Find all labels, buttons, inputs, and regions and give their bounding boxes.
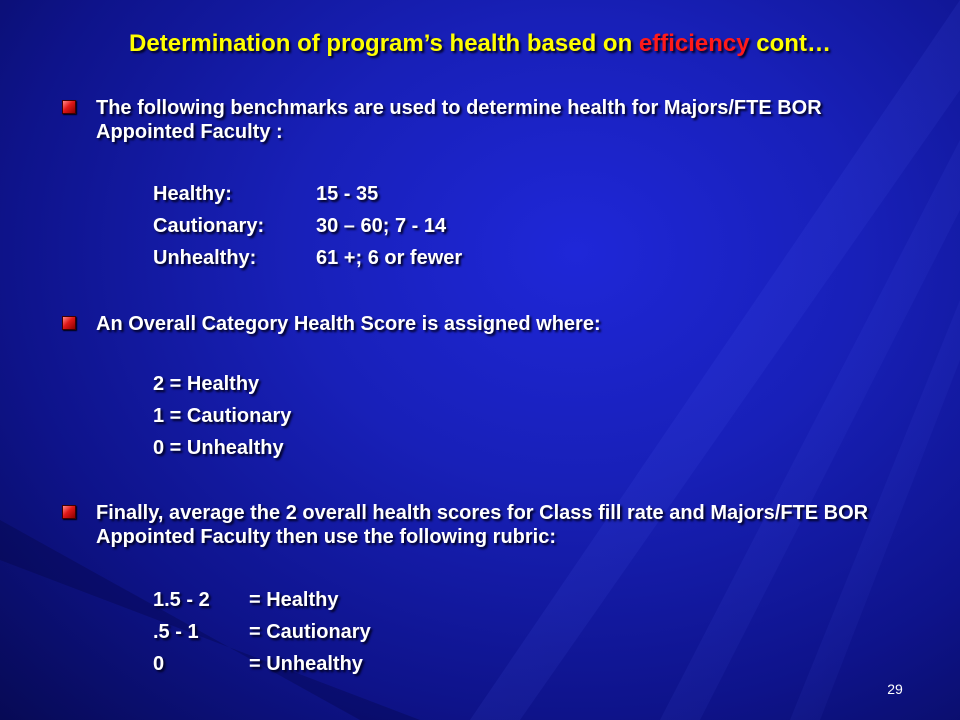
bullet-text: Finally, average the 2 overall health scores for Class fill rate and Majors/FTE BOR Appointed Faculty then use the following rubric:	[96, 502, 869, 548]
title-highlight: efficiency	[638, 30, 750, 57]
slide-number: 29	[887, 681, 903, 697]
rubric-row: 0 = Unhealthy	[153, 653, 363, 675]
benchmark-row: Healthy: 15 - 35	[153, 183, 379, 205]
score-row: 2 = Healthy	[153, 373, 260, 395]
benchmark-row: Unhealthy: 61 +; 6 or fewer	[153, 247, 463, 269]
bullet-benchmarks	[62, 96, 886, 144]
slide-title: Determination of program’s health based on efficiency cont…	[129, 30, 831, 57]
rubric-row: .5 - 1 = Cautionary	[153, 621, 371, 643]
red-square-bullet-icon	[62, 316, 76, 330]
benchmark-row: Cautionary: 30 – 60; 7 - 14	[153, 215, 447, 237]
rubric-row: 1.5 - 2 = Healthy	[153, 589, 339, 611]
score-row: 1 = Cautionary	[153, 405, 292, 427]
bullet-rubric	[62, 501, 886, 549]
bullet-overall-score	[62, 312, 886, 336]
score-row: 0 = Unhealthy	[153, 437, 284, 459]
red-square-bullet-icon	[62, 505, 76, 519]
red-square-bullet-icon	[62, 100, 76, 114]
bullet-text: An Overall Category Health Score is assigned where:	[96, 313, 601, 335]
bullet-text: The following benchmarks are used to determine health for Majors/FTE BOR Appointed Faculty :	[96, 97, 822, 143]
